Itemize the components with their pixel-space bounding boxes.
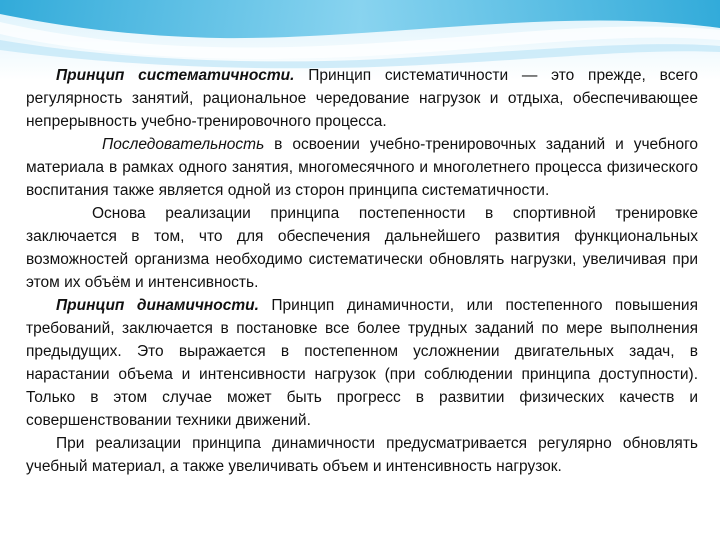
paragraph-sequence xyxy=(26,133,698,202)
term-systematicity: Принцип систематичности. xyxy=(56,67,295,84)
paragraph-text: Принцип систематичности — это прежде, всего регулярность занятий, рациональное чередование нагрузок и отдыха, обеспечивающее непрерывность учебно-тренировочного процесса. xyxy=(26,67,698,130)
paragraph-systematicity xyxy=(26,64,698,133)
paragraph-text: Основа реализации принципа постепенности в спортивной тренировке заключается в том, что для обеспечения дальнейшего развития функциональных возможностей организма необходимо систематически обновлять нагрузки, увеличивая при этом их объём и интенсивность. xyxy=(26,205,698,291)
paragraph-gradualness xyxy=(26,202,698,294)
paragraph-text: Принцип динамичности, или постепенного повышения требований, заключается в постановке все более трудных заданий по мере выполнения предыдущих. Это выражается в постепенном усложнении двигательных задач, в нарастании объема и интенсивности нагрузок (при соблюдении принципа доступности). Только в этом случае может быть прогресс в развитии физических качеств и совершенствовании техники движений. xyxy=(26,297,698,429)
paragraph-dynamism xyxy=(26,294,698,432)
term-sequence: Последовательность xyxy=(102,136,265,153)
paragraph-dynamism-implementation xyxy=(26,432,698,478)
slide-body xyxy=(26,64,698,478)
term-dynamism: Принцип динамичности. xyxy=(56,297,259,314)
paragraph-text: в освоении учебно-тренировочных заданий и учебного материала в рамках одного занятия, многомесячного и многолетнего процесса физического воспитания также является одной из сторон принципа систематичности. xyxy=(26,136,698,199)
paragraph-text: При реализации принципа динамичности предусматривается регулярно обновлять учебный материал, а также увеличивать объем и интенсивность нагрузок. xyxy=(26,435,698,475)
